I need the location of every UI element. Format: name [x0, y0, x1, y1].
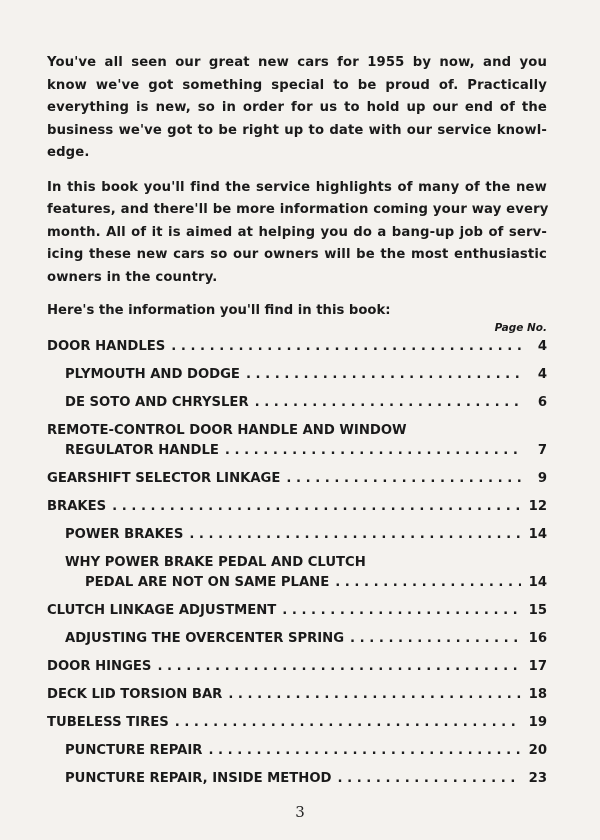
toc-entry-page-number: 14: [528, 575, 547, 590]
toc-entry-title: CLUTCH LINKAGE ADJUSTMENT: [47, 603, 277, 618]
toc-entry-page-number: 4: [537, 339, 547, 354]
intro-paragraph-1: [47, 52, 547, 165]
dot-leader: [228, 685, 521, 705]
dot-leader: [112, 497, 521, 517]
toc-entry-page-number: 15: [528, 603, 547, 618]
paragraph-line: You've all seen our great new cars for 1955 by now, and you: [47, 55, 547, 70]
toc-entry: [47, 657, 547, 685]
toc-entry-title: BRAKES: [47, 499, 107, 514]
toc-entry-title: DECK LID TORSION BAR: [47, 687, 223, 702]
toc-entry: [47, 769, 547, 797]
toc-entry: [47, 713, 547, 741]
dot-leader: [350, 629, 521, 649]
toc-entry-title: DOOR HINGES: [47, 659, 152, 674]
toc-entry-page-number: 4: [537, 367, 547, 382]
toc-entry: [47, 601, 547, 629]
toc-entry-page-number: 17: [528, 659, 547, 674]
table-of-contents: [47, 337, 547, 797]
toc-entry: [47, 741, 547, 769]
paragraph-line: know we've got something special to be proud of. Practically: [47, 77, 547, 93]
intro-paragraph-2: [47, 177, 547, 290]
paragraph-line: features, and there'll be more information coming your way every: [47, 202, 549, 217]
dot-leader: [208, 741, 521, 761]
paragraph-line: icing these new cars so our owners will be the most enthusiastic: [47, 247, 547, 262]
toc-entry-page-number: 14: [528, 527, 547, 542]
toc-entry-title: DOOR HANDLES: [47, 339, 166, 354]
toc-entry-title-continued: PEDAL ARE NOT ON SAME PLANE: [85, 575, 330, 590]
dot-leader: [335, 573, 521, 593]
toc-intro-heading: Here's the information you'll find in this book:: [47, 303, 391, 318]
toc-entry-page-number: 16: [528, 631, 547, 646]
paragraph-line: owners in the country.: [47, 269, 218, 285]
toc-entry: [47, 525, 547, 553]
toc-entry-title: DE SOTO AND CHRYSLER: [65, 395, 249, 410]
paragraph-line: edge.: [47, 145, 90, 160]
toc-entry-title: PUNCTURE REPAIR, INSIDE METHOD: [65, 771, 332, 786]
page-number-column-label: Page No.: [494, 322, 547, 334]
toc-entry: [47, 337, 547, 365]
dot-leader: [246, 365, 521, 385]
toc-entry: [47, 629, 547, 657]
paragraph-line: business we've got to be right up to date with our service knowl-: [47, 122, 547, 138]
paragraph-line: month. All of it is aimed at helping you do a bang-up job of serv-: [47, 224, 547, 240]
toc-entry-page-number: 20: [528, 743, 547, 758]
dot-leader: [286, 469, 521, 489]
toc-entry-page-number: 19: [528, 715, 547, 730]
toc-entry-page-number: 18: [528, 687, 547, 702]
page-folio: 3: [295, 803, 305, 821]
toc-entry: [47, 421, 547, 469]
toc-entry-page-number: 23: [528, 771, 547, 786]
toc-entry-title: PLYMOUTH AND DODGE: [65, 367, 240, 382]
toc-entry-title-continued: REGULATOR HANDLE: [65, 443, 219, 458]
toc-entry-page-number: 6: [537, 395, 547, 410]
dot-leader: [338, 769, 522, 789]
dot-leader: [175, 713, 521, 733]
toc-entry: [47, 685, 547, 713]
toc-entry: [47, 553, 547, 601]
toc-entry: [47, 497, 547, 525]
toc-entry-title: REMOTE-CONTROL DOOR HANDLE AND WINDOW: [47, 423, 407, 438]
toc-entry: [47, 393, 547, 421]
dot-leader: [171, 337, 521, 357]
toc-entry-title: ADJUSTING THE OVERCENTER SPRING: [65, 631, 345, 646]
dot-leader: [255, 393, 521, 413]
toc-entry-title: GEARSHIFT SELECTOR LINKAGE: [47, 471, 281, 486]
toc-entry-page-number: 9: [537, 471, 547, 486]
toc-entry-title: TUBELESS TIRES: [47, 715, 169, 730]
paragraph-line: In this book you'll find the service highlights of many of the new: [47, 179, 547, 195]
toc-entry: [47, 365, 547, 393]
toc-entry-page-number: 12: [528, 499, 547, 514]
dot-leader: [189, 525, 521, 545]
toc-entry-page-number: 7: [537, 443, 547, 458]
toc-entry: [47, 469, 547, 497]
document-page: [47, 52, 547, 797]
toc-entry-title: WHY POWER BRAKE PEDAL AND CLUTCH: [65, 555, 366, 570]
dot-leader: [157, 657, 521, 677]
toc-entry-title: PUNCTURE REPAIR: [65, 743, 203, 758]
dot-leader: [225, 441, 521, 461]
dot-leader: [282, 601, 521, 621]
paragraph-line: everything is new, so in order for us to hold up our end of the: [47, 100, 547, 115]
toc-entry-title: POWER BRAKES: [65, 527, 184, 542]
